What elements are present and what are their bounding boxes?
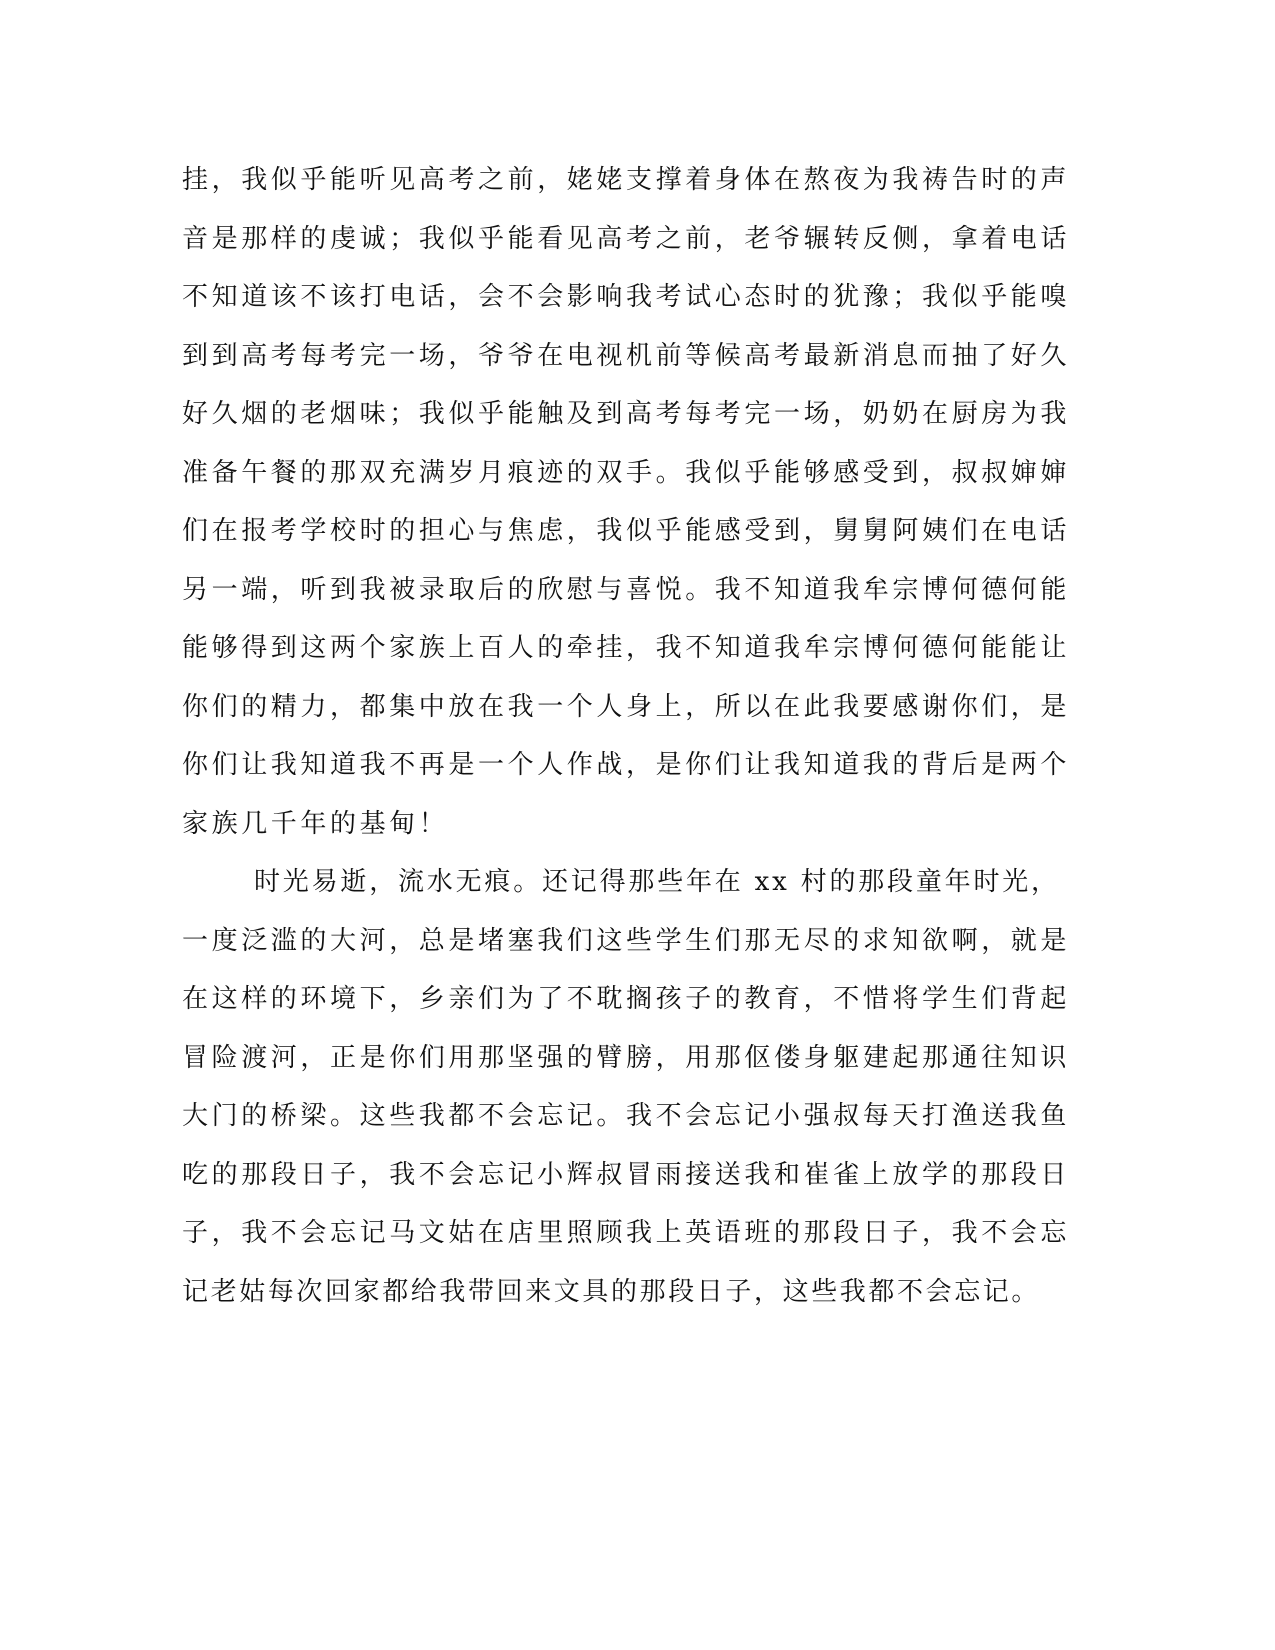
text-line: 准备午餐的那双充满岁月痕迹的双手。我似乎能够感受到，叔叔婶婶 [182, 457, 1071, 488]
text-line: 你们的精力，都集中放在我一个人身上，所以在此我要感谢你们，是 [182, 691, 1071, 722]
text-line-indented: 时光易逝，流水无痕。还记得那些年在 xx 村的那段童年时光， [254, 867, 1060, 897]
text-line: 在这样的环境下，乡亲们为了不耽搁孩子的教育，不惜将学生们背起 [182, 984, 1071, 1014]
text-line: 家族几千年的基甸！ [182, 808, 449, 839]
text-line: 你们让我知道我不再是一个人作战，是你们让我知道我的背后是两个 [182, 750, 1071, 780]
text-line: 冒险渡河，正是你们用那坚强的臂膀，用那伛偻身躯建起那通往知识 [182, 1042, 1071, 1073]
text-line: 音是那样的虔诚；我似乎能看见高考之前，老爷辗转反侧，拿着电话 [182, 223, 1071, 254]
text-line: 吃的那段日子，我不会忘记小辉叔冒雨接送我和崔雀上放学的那段日 [182, 1159, 1071, 1190]
text-line: 记老姑每次回家都给我带回来文具的那段日子，这些我都不会忘记。 [182, 1276, 1041, 1307]
text-line: 好久烟的老烟味；我似乎能触及到高考每考完一场，奶奶在厨房为我 [182, 399, 1071, 429]
text-line: 到到高考每考完一场，爷爷在电视机前等候高考最新消息而抽了好久 [182, 340, 1071, 371]
text-line: 一度泛滥的大河，总是堵塞我们这些学生们那无尽的求知欲啊，就是 [182, 925, 1071, 956]
text-line: 大门的桥梁。这些我都不会忘记。我不会忘记小强叔每天打渔送我鱼 [182, 1101, 1071, 1131]
text-line: 能够得到这两个家族上百人的牵挂，我不知道我牟宗博何德何能能让 [182, 633, 1071, 663]
text-line: 们在报考学校时的担心与焦虑，我似乎能感受到，舅舅阿姨们在电话 [182, 516, 1071, 546]
text-line: 不知道该不该打电话，会不会影响我考试心态时的犹豫；我似乎能嗅 [182, 282, 1071, 312]
text-line: 另一端，听到我被录取后的欣慰与喜悦。我不知道我牟宗博何德何能 [182, 574, 1071, 605]
text-line: 挂，我似乎能听见高考之前，姥姥支撑着身体在熬夜为我祷告时的声 [182, 165, 1071, 195]
document-body [182, 158, 1071, 1328]
text-line: 子，我不会忘记马文姑在店里照顾我上英语班的那段日子，我不会忘 [182, 1218, 1071, 1248]
